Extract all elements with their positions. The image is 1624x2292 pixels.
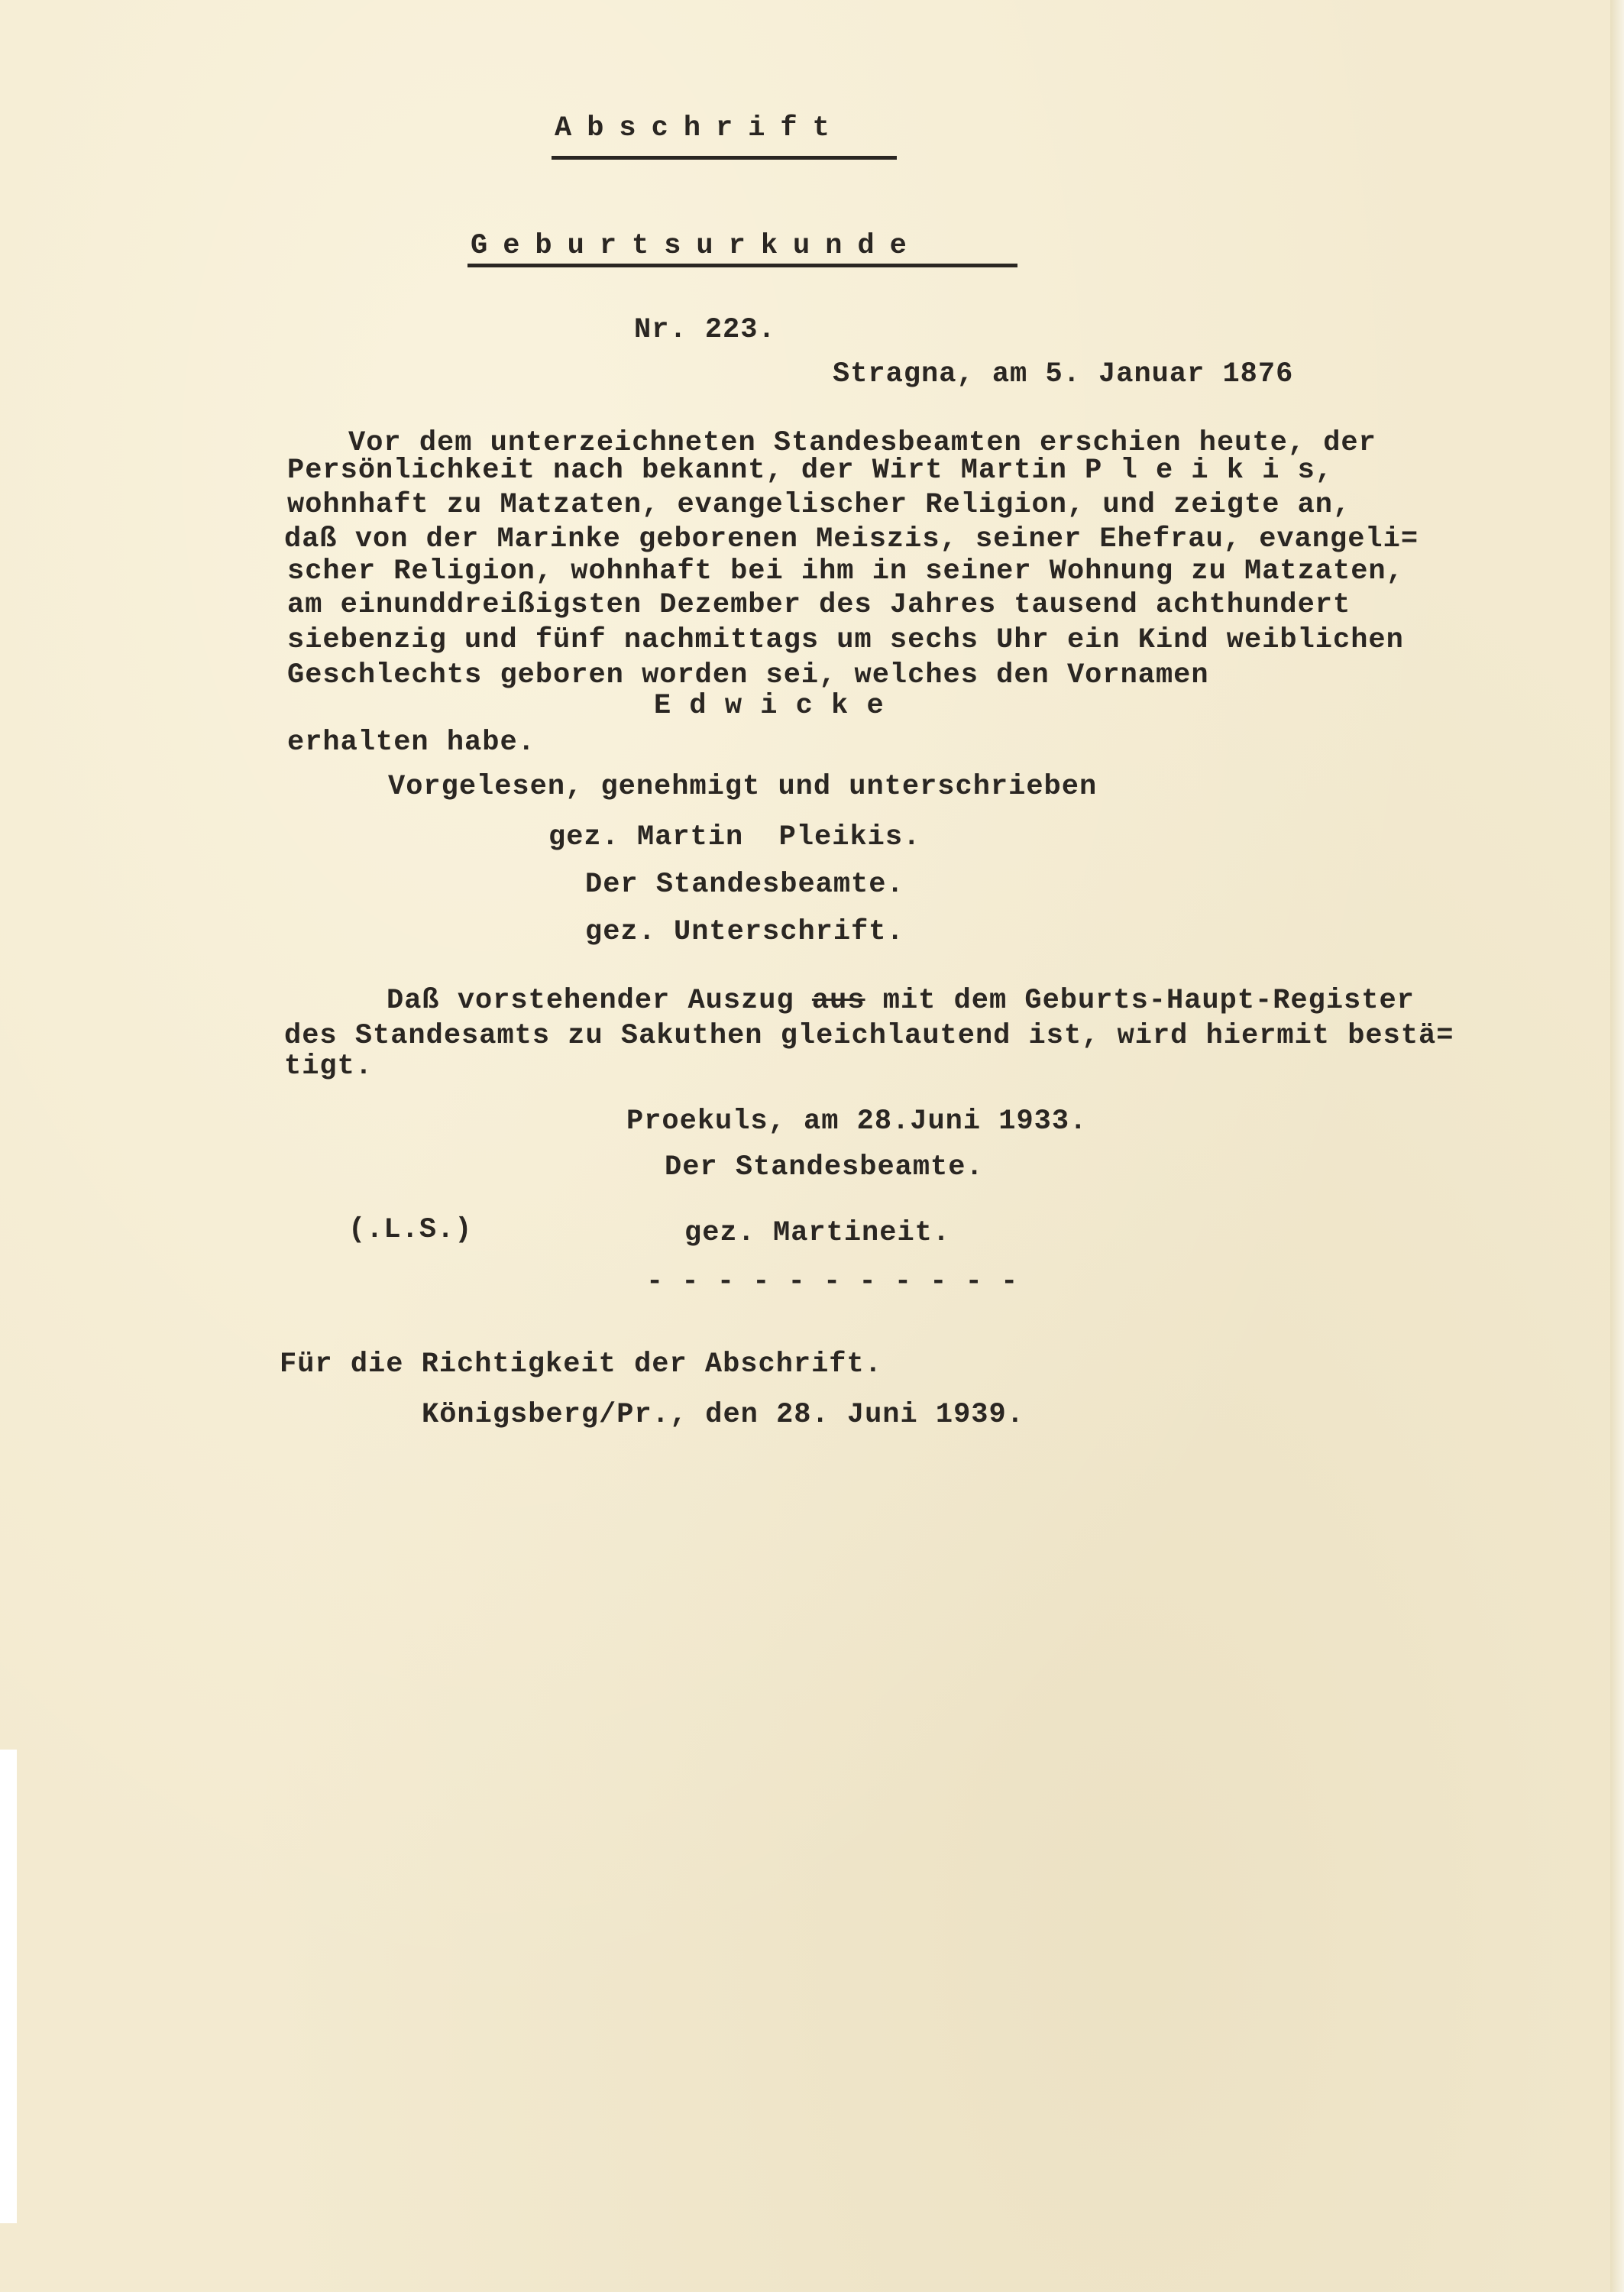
divider: - - - - - - - - - - - (646, 1266, 1019, 1298)
body-line: siebenzig und fünf nachmittags um sechs Uhr ein Kind weiblichen (287, 624, 1404, 656)
copy-note: Für die Richtigkeit der Abschrift. (280, 1348, 882, 1381)
paper-edge (1610, 0, 1624, 2292)
body-line: Persönlichkeit nach bekannt, der Wirt Martin P l e i k i s, (287, 455, 1334, 487)
cert-signature: gez. Martineit. (684, 1217, 951, 1249)
body-line: am einunddreißigsten Dezember des Jahres tausend achthundert (287, 589, 1351, 621)
scan-margin (0, 1750, 17, 2223)
copy-place-date: Königsberg/Pr., den 28. Juni 1939. (422, 1399, 1024, 1431)
struck-text: aus (811, 985, 865, 1017)
received-line: erhalten habe. (287, 727, 535, 759)
place-date: Stragna, am 5. Januar 1876 (833, 358, 1294, 390)
read-approved: Vorgelesen, genehmigt und unterschrieben (388, 771, 1098, 803)
signed-registrar: gez. Unterschrift. (585, 916, 904, 948)
body-line: daß von der Marinke geborenen Meiszis, seiner Ehefrau, evangeli= (284, 523, 1419, 555)
signed-father: gez. Martin Pleikis. (548, 821, 921, 853)
register-number: Nr. 223. (634, 314, 776, 346)
certification-line: tigt. (284, 1050, 374, 1083)
heading-underline (552, 156, 897, 160)
cert-place-date: Proekuls, am 28.Juni 1933. (626, 1106, 1088, 1138)
body-line: Geschlechts geboren worden sei, welches den Vornamen (287, 659, 1209, 691)
certification-line: Daß vorstehender Auszug aus mit dem Geburts-Haupt-Register (387, 985, 1415, 1017)
title-underline (467, 264, 1017, 267)
body-line: scher Religion, wohnhaft bei ihm in seiner Wohnung zu Matzaten, (287, 555, 1404, 588)
certification-line: des Standesamts zu Sakuthen gleichlautend ist, wird hiermit bestä= (284, 1020, 1454, 1052)
cert-registrar-label: Der Standesbeamte. (665, 1151, 984, 1183)
heading: Abschrift (555, 112, 845, 144)
body-line: wohnhaft zu Matzaten, evangelischer Religion, und zeigte an, (287, 489, 1351, 521)
seal: (.L.S.) (348, 1214, 473, 1246)
document-title: Geburtsurkunde (471, 230, 922, 262)
registrar-label: Der Standesbeamte. (585, 869, 904, 901)
body-line: Vor dem unterzeichneten Standesbeamten erschien heute, der (348, 427, 1377, 459)
child-name: E d w i c k e (654, 690, 885, 722)
